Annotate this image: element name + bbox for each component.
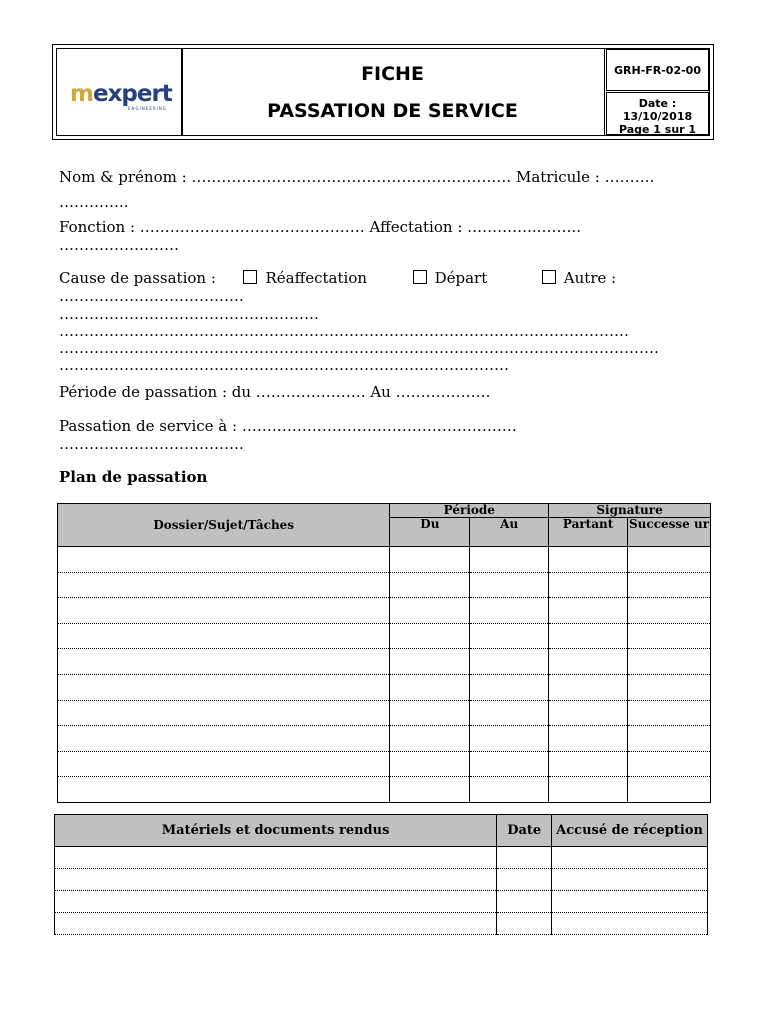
document-header <box>52 44 714 140</box>
cause-other-line-5[interactable]: ……………………………………………………………………………… <box>59 356 509 374</box>
col-header-successeur: Successe ur <box>628 518 711 547</box>
table-cell[interactable] <box>470 700 549 726</box>
table-row <box>58 751 711 777</box>
cause-label: Cause de passation : <box>59 269 216 287</box>
handover-to-continuation[interactable]: ………………………………. <box>59 435 244 453</box>
title-cell <box>181 49 605 135</box>
handover-to-field-line[interactable]: Passation de service à : ………………………………………………. <box>59 417 517 435</box>
table-cell[interactable] <box>390 674 470 700</box>
table-row <box>55 847 708 869</box>
table-row <box>58 777 711 803</box>
table-cell[interactable] <box>470 674 549 700</box>
table-cell[interactable] <box>390 726 470 752</box>
table-cell[interactable] <box>552 913 708 935</box>
table-cell[interactable] <box>549 674 628 700</box>
option-depart-label: Départ <box>434 269 488 287</box>
table-cell[interactable] <box>552 847 708 869</box>
table-cell[interactable] <box>58 674 390 700</box>
option-reaffectation-label: Réaffectation <box>265 269 368 287</box>
plan-table <box>57 503 711 803</box>
table-cell[interactable] <box>58 751 390 777</box>
function-field-line[interactable]: Fonction : ……………………………………… Affectation : …………...…….. <box>59 218 581 236</box>
table-cell[interactable] <box>628 726 711 752</box>
table-cell[interactable] <box>628 674 711 700</box>
table-cell[interactable] <box>55 869 497 891</box>
table-cell[interactable] <box>58 700 390 726</box>
table-cell[interactable] <box>390 623 470 649</box>
col-header-reception: Accusé de réception <box>552 815 708 847</box>
table-cell[interactable] <box>390 649 470 675</box>
table-cell[interactable] <box>549 572 628 598</box>
option-autre-label: Autre : <box>563 269 617 287</box>
document-title-line1: FICHE <box>361 63 424 85</box>
table-cell[interactable] <box>549 700 628 726</box>
table-cell[interactable] <box>549 726 628 752</box>
checkbox-reaffectation[interactable] <box>243 270 257 284</box>
table-row <box>58 572 711 598</box>
table-row <box>58 700 711 726</box>
table-cell[interactable] <box>58 623 390 649</box>
table-cell[interactable] <box>58 649 390 675</box>
table-row <box>58 726 711 752</box>
table-cell[interactable] <box>470 572 549 598</box>
table-cell[interactable] <box>390 700 470 726</box>
col-header-signature: Signature <box>549 504 711 518</box>
cause-field-line <box>59 269 616 287</box>
table-cell[interactable] <box>55 847 497 869</box>
cause-other-line-3[interactable]: …………………………………………………………………………………………………… <box>59 322 629 340</box>
table-cell[interactable] <box>549 547 628 573</box>
table-row <box>58 623 711 649</box>
name-field-continuation[interactable]: ………….. <box>59 193 129 211</box>
table-cell[interactable] <box>470 777 549 803</box>
company-logo: mexpert ENGINEERING <box>70 81 172 111</box>
table-cell[interactable] <box>552 891 708 913</box>
table-cell[interactable] <box>552 869 708 891</box>
page-number: Page 1 sur 1 <box>618 123 697 136</box>
table-cell[interactable] <box>470 726 549 752</box>
table-cell[interactable] <box>497 869 552 891</box>
table-cell[interactable] <box>390 751 470 777</box>
table-cell[interactable] <box>58 726 390 752</box>
table-cell[interactable] <box>55 913 497 935</box>
cause-other-line-4[interactable]: ………………………………………………………………………………………………………… <box>59 339 659 357</box>
table-cell[interactable] <box>497 913 552 935</box>
table-cell[interactable] <box>549 777 628 803</box>
date-value: 13/10/2018 <box>622 110 693 123</box>
table-cell[interactable] <box>628 623 711 649</box>
col-header-period: Période <box>390 504 549 518</box>
table-cell[interactable] <box>470 751 549 777</box>
document-reference: GRH-FR-02-00 <box>606 49 709 91</box>
table-cell[interactable] <box>58 598 390 624</box>
checkbox-depart[interactable] <box>413 270 427 284</box>
col-header-materials: Matériels et documents rendus <box>55 815 497 847</box>
col-header-partant: Partant <box>549 518 628 547</box>
date-label: Date : <box>638 97 677 110</box>
cause-other-line-1[interactable]: ………………………………. <box>59 287 244 305</box>
table-cell[interactable] <box>628 751 711 777</box>
table-row <box>58 649 711 675</box>
table-cell[interactable] <box>470 598 549 624</box>
cause-other-line-2[interactable]: ……………………………………………. <box>59 305 319 323</box>
table-cell[interactable] <box>497 891 552 913</box>
table-cell[interactable] <box>390 777 470 803</box>
table-cell[interactable] <box>58 777 390 803</box>
table-cell[interactable] <box>549 623 628 649</box>
function-field-continuation[interactable]: …………………… <box>59 236 179 254</box>
logo-cell <box>57 49 183 135</box>
table-cell[interactable] <box>549 649 628 675</box>
table-cell[interactable] <box>390 598 470 624</box>
table-cell[interactable] <box>628 649 711 675</box>
col-header-date: Date <box>497 815 552 847</box>
table-cell[interactable] <box>628 547 711 573</box>
table-cell[interactable] <box>470 623 549 649</box>
col-header-du: Du <box>390 518 470 547</box>
table-cell[interactable] <box>58 572 390 598</box>
col-header-tasks: Dossier/Sujet/Tâches <box>58 504 390 547</box>
table-cell[interactable] <box>55 891 497 913</box>
table-cell[interactable] <box>628 598 711 624</box>
table-cell[interactable] <box>390 547 470 573</box>
table-cell[interactable] <box>470 547 549 573</box>
col-header-au: Au <box>470 518 549 547</box>
table-row <box>55 913 708 935</box>
checkbox-autre[interactable] <box>542 270 556 284</box>
table-row <box>58 547 711 573</box>
table-cell[interactable] <box>390 572 470 598</box>
name-field-line[interactable]: Nom & prénom : ………………………………………………………. Matricule : ………. <box>59 168 655 186</box>
table-row <box>58 598 711 624</box>
table-row <box>58 674 711 700</box>
table-cell[interactable] <box>549 598 628 624</box>
table-cell[interactable] <box>58 547 390 573</box>
table-cell[interactable] <box>628 700 711 726</box>
document-title-line2: PASSATION DE SERVICE <box>267 100 518 122</box>
table-row <box>55 869 708 891</box>
materials-table <box>54 814 708 935</box>
period-field-line[interactable]: Période de passation : du …………………. Au ………………. <box>59 383 491 401</box>
plan-section-title: Plan de passation <box>59 468 208 486</box>
document-date-block <box>606 92 709 135</box>
table-cell[interactable] <box>549 751 628 777</box>
table-cell[interactable] <box>470 649 549 675</box>
table-cell[interactable] <box>497 847 552 869</box>
table-cell[interactable] <box>628 572 711 598</box>
table-row <box>55 891 708 913</box>
table-cell[interactable] <box>628 777 711 803</box>
